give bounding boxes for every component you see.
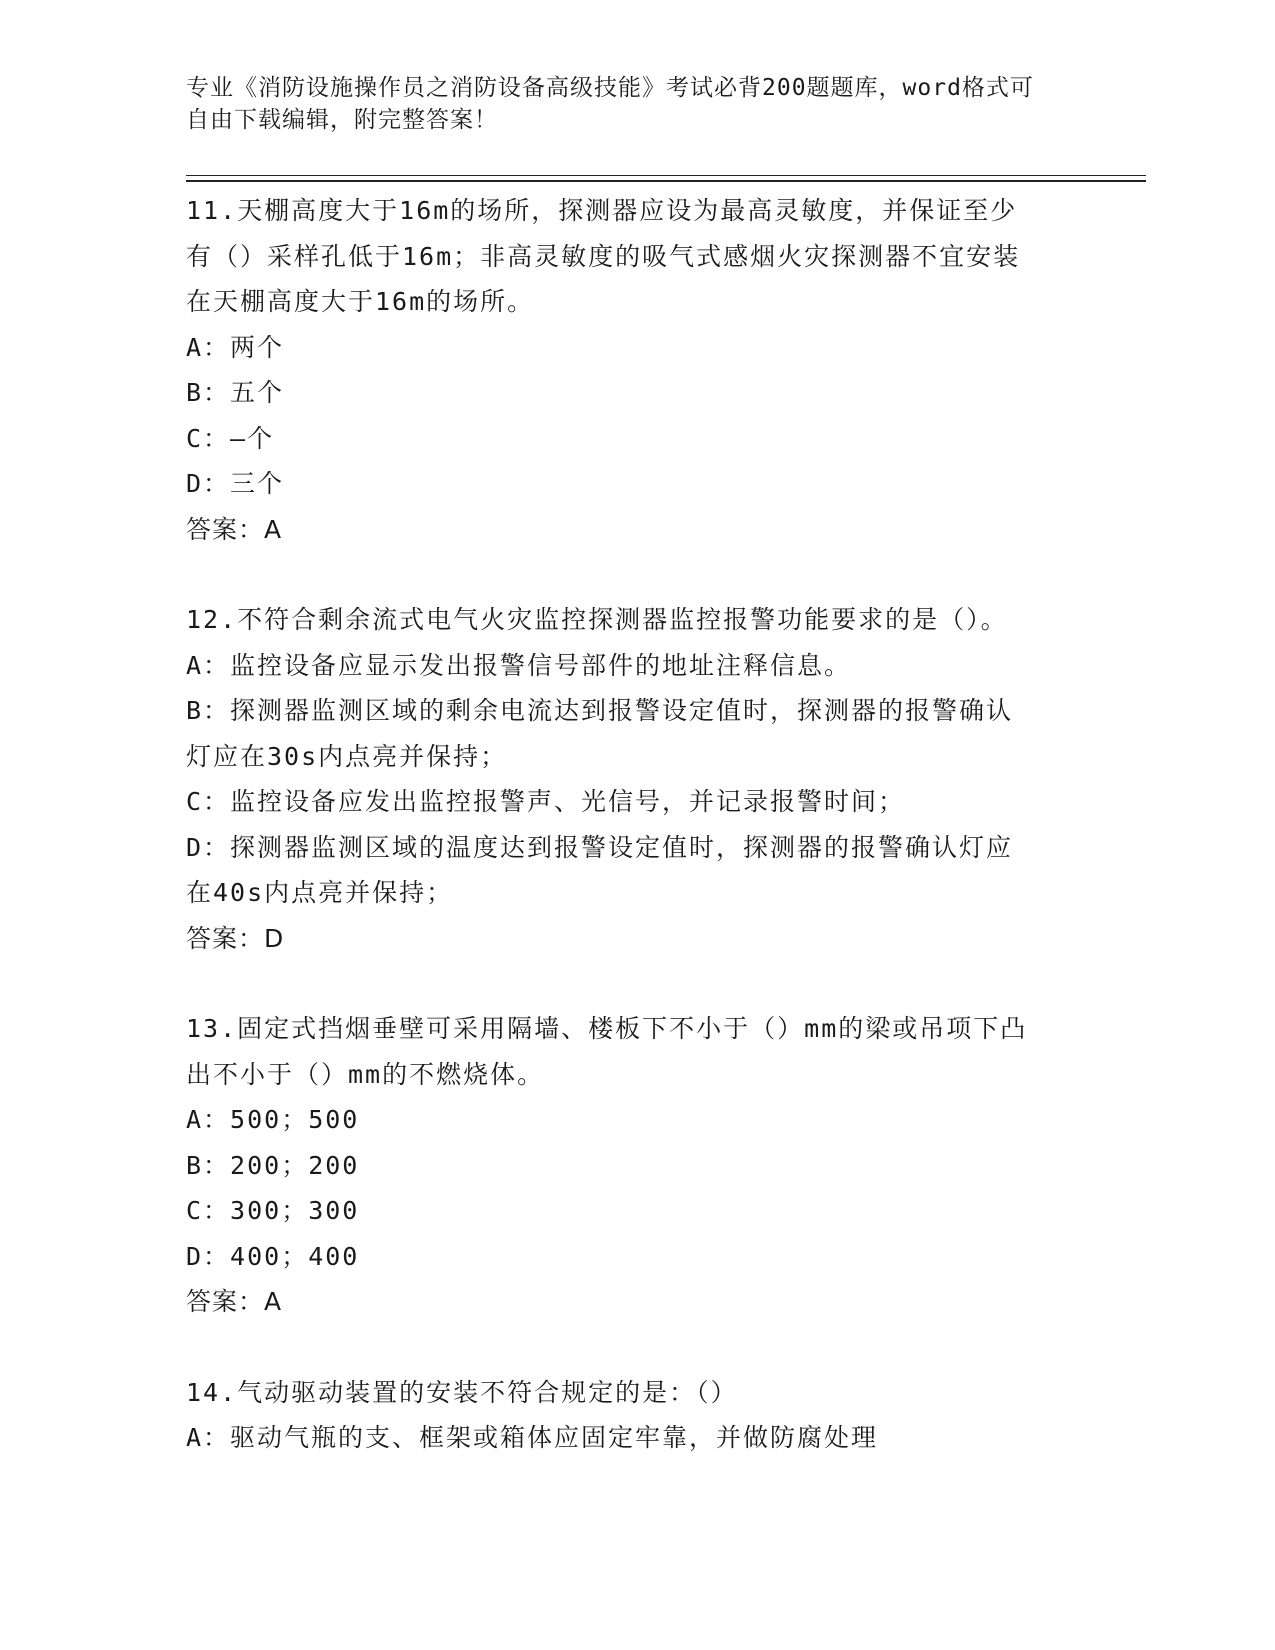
option-b-continued: 灯应在30s内点亮并保持； — [186, 741, 508, 771]
header-divider-thick — [186, 180, 1146, 182]
option-a: A：监控设备应显示发出报警信号部件的地址注释信息。 — [186, 650, 852, 680]
option-b: B：探测器监测区域的剩余电流达到报警设定值时，探测器的报警确认 — [186, 696, 1014, 725]
answer-label: 答案：A — [186, 1287, 283, 1316]
question-spacer — [186, 552, 1086, 597]
option-b: B：五个 — [186, 378, 285, 407]
question-14 — [186, 1370, 1086, 1461]
option-c: C：—个 — [186, 423, 275, 453]
question-stem-line: 有（）采样孔低于16m；非高灵敏度的吸气式感烟火灾探测器不宜安装 — [186, 241, 1021, 271]
option-c: C：监控设备应发出监控报警声、光信号，并记录报警时间； — [186, 787, 906, 816]
header-line-1: 专业《消防设施操作员之消防设备高级技能》考试必背200题题库，word格式可 — [186, 75, 1034, 101]
option-a: A：两个 — [186, 332, 285, 362]
question-stem-line: 出不小于（）mm的不燃烧体。 — [186, 1059, 545, 1089]
question-12 — [186, 597, 1086, 961]
option-d: D：三个 — [186, 469, 285, 498]
question-spacer — [186, 1325, 1086, 1370]
header-line-2: 自由下载编辑，附完整答案！ — [186, 107, 498, 133]
option-d: D：400；400 — [186, 1241, 360, 1271]
question-11 — [186, 188, 1086, 552]
option-a: A：驱动气瓶的支、框架或箱体应固定牢靠，并做防腐处理 — [186, 1423, 879, 1452]
question-stem-line: 13.固定式挡烟垂壁可采用隔墙、楼板下不小于（）mm的梁或吊项下凸 — [186, 1014, 1028, 1043]
question-stem-line: 在天棚高度大于16m的场所。 — [186, 287, 535, 316]
option-d: D：探测器监测区域的温度达到报警设定值时，探测器的报警确认灯应 — [186, 832, 1014, 862]
answer-label: 答案：A — [186, 514, 283, 544]
question-stem-line: 11.天棚高度大于16m的场所，探测器应设为最高灵敏度，并保证至少 — [186, 196, 1018, 225]
option-a: A：500；500 — [186, 1105, 360, 1134]
question-13 — [186, 1006, 1086, 1325]
question-stem-line: 14.气动驱动装置的安装不符合规定的是：（） — [186, 1377, 738, 1407]
answer-label: 答案：D — [186, 923, 285, 953]
option-d-continued: 在40s内点亮并保持； — [186, 878, 454, 907]
header-divider-thin — [186, 175, 1146, 176]
question-spacer — [186, 961, 1086, 1006]
option-c: C：300；300 — [186, 1196, 360, 1225]
question-list — [186, 188, 1086, 1461]
question-stem-line: 12.不符合剩余流式电气火灾监控探测器监控报警功能要求的是（）。 — [186, 605, 1008, 634]
option-b: B：200；200 — [186, 1150, 360, 1180]
document-header — [186, 72, 1066, 136]
